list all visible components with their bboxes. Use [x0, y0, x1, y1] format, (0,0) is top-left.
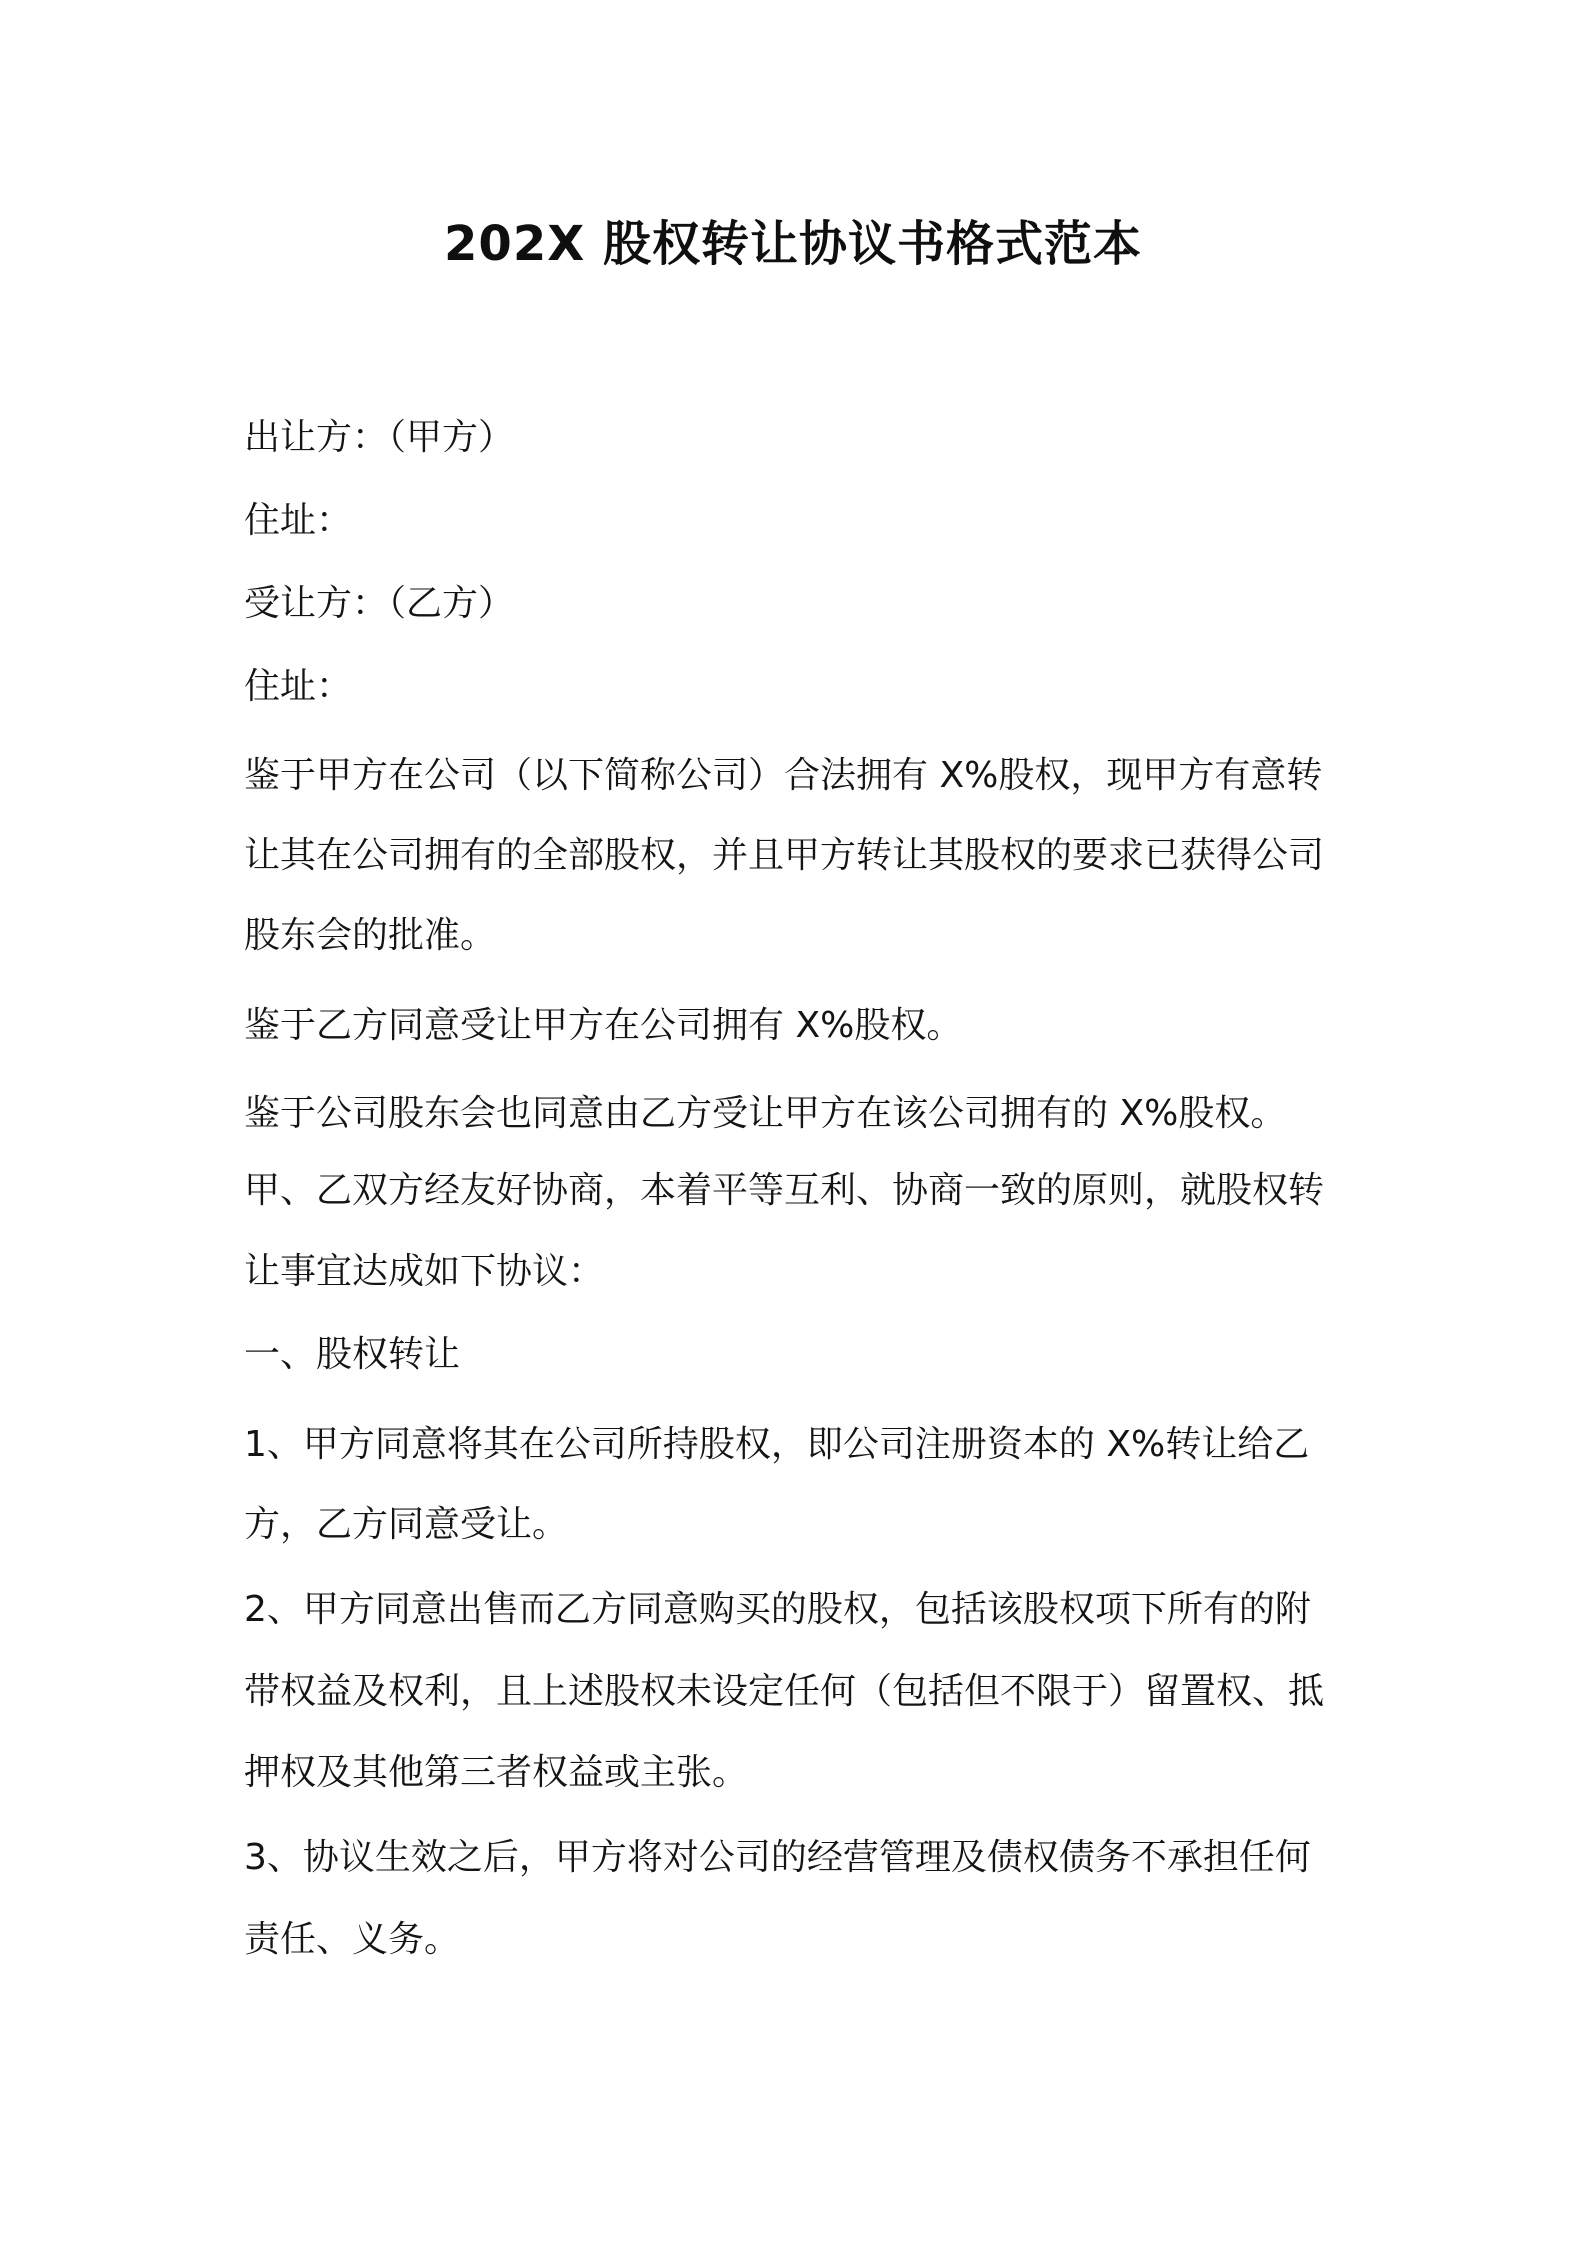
text-line: 鉴于公司股东会也同意由乙方受让甲方在该公司拥有的 X%股权。: [244, 1093, 1287, 1134]
text-line: 押权及其他第三者权益或主张。: [244, 1752, 749, 1793]
text-line: 住址：: [244, 500, 353, 541]
text-line: 鉴于甲方在公司（以下简称公司）合法拥有 X%股权，现甲方有意转: [244, 755, 1323, 796]
text-line: 股东会的批准。: [244, 915, 497, 956]
text-line: 2、甲方同意出售而乙方同意购买的股权，包括该股权项下所有的附: [244, 1589, 1311, 1630]
text-line: 方，乙方同意受让。: [244, 1504, 569, 1545]
text-line: 住址：: [244, 666, 353, 707]
text-line: 让其在公司拥有的全部股权，并且甲方转让其股权的要求已获得公司: [244, 835, 1325, 876]
section-heading: 一、股权转让: [244, 1334, 461, 1375]
text-line: 让事宜达成如下协议：: [244, 1251, 605, 1292]
document-title: 202X 股权转让协议书格式范本: [444, 216, 1142, 272]
text-line: 出让方：（甲方）: [244, 417, 515, 458]
text-line: 鉴于乙方同意受让甲方在公司拥有 X%股权。: [244, 1005, 963, 1046]
text-line: 带权益及权利，且上述股权未设定任何（包括但不限于）留置权、抵: [244, 1671, 1325, 1712]
text-line: 责任、义务。: [244, 1919, 461, 1960]
text-line: 受让方：（乙方）: [244, 583, 515, 624]
text-line: 1、甲方同意将其在公司所持股权，即公司注册资本的 X%转让给乙: [244, 1424, 1310, 1465]
text-line: 3、协议生效之后，甲方将对公司的经营管理及债权债务不承担任何: [244, 1837, 1311, 1878]
text-line: 甲、乙双方经友好协商，本着平等互利、协商一致的原则，就股权转: [244, 1170, 1325, 1211]
